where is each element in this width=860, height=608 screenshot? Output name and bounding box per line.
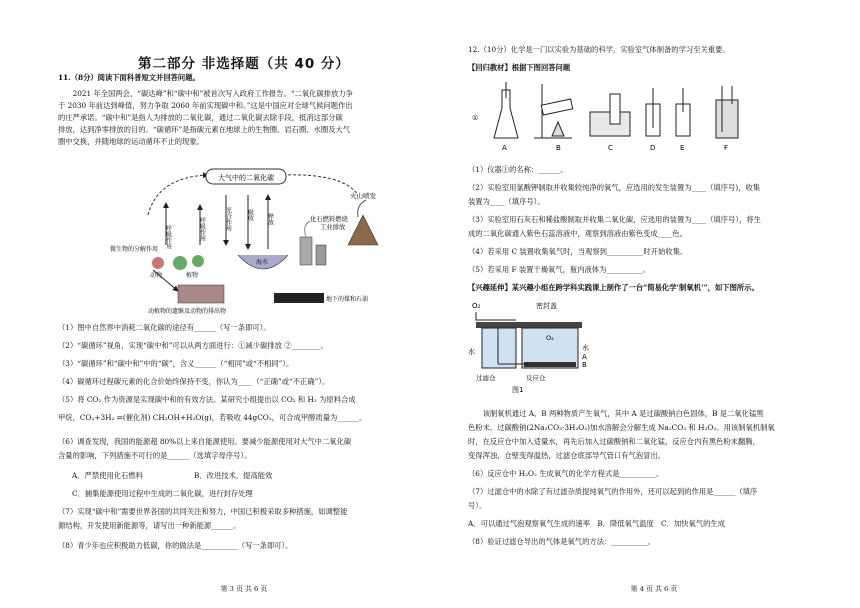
oxygen-machine-figure bbox=[468, 298, 598, 394]
sea-label: 海水 bbox=[256, 259, 269, 266]
animal-label: 动物 bbox=[150, 272, 163, 279]
paragraph-line: 色粉末。过碳酸钠(2Na₂CO₃·3H₂O₂)加水溶解会分解生成 Na₂CO₃ 和 H₂O₂。用该制氧机制氧 bbox=[468, 423, 775, 432]
remains-label: 动植物的遗骸及动物的排出物 bbox=[148, 308, 227, 315]
volcano-label: 火山喷发 bbox=[350, 192, 376, 200]
question-line: （5）将 CO₂ 作为资源是实现碳中和的有效方法。某研究小组提出以 CO₂ 和 H₂ 为原料合成 bbox=[58, 395, 356, 404]
svg-text:密封盖: 密封盖 bbox=[536, 302, 557, 310]
question-line: 装置为____（填序号）。 bbox=[468, 197, 545, 206]
industry-label: 化石燃料燃烧 bbox=[310, 216, 348, 223]
question-line: （6）调查发现，我国的能源超 80%以上来自能源使用。要减少能源使用对大气中二氧化碳 bbox=[58, 437, 352, 446]
svg-text:B: B bbox=[582, 361, 587, 369]
question-line: （3）“碳循环”和“碳中和”中的“碳”，含义______（“相同”或“不相同”）。 bbox=[58, 359, 294, 368]
q11-heading: 11.（8分）阅读下面科普短文并回答问题。 bbox=[58, 73, 200, 82]
svg-text:D: D bbox=[650, 144, 656, 152]
section-heading: 【兴趣延伸】某兴趣小组在跨学科实践课上制作了一台“简易化学‘制氧机’”，如下图所示。 bbox=[468, 283, 759, 292]
passage-line: 2021 年全国两会，“碳达峰”和“碳中和”被首次写入政府工作报告。“二氧化碳排放力争 bbox=[72, 89, 353, 98]
coal-label: 地下的煤和石油 bbox=[326, 296, 369, 303]
coal-icon bbox=[274, 293, 324, 303]
question-line: （7）实现“碳中和”需要世界各国的共同关注和努力，中国已积极采取多种措施，如调整能 bbox=[58, 507, 348, 516]
question-line: 号）。 bbox=[468, 501, 487, 510]
paragraph-line: 时，在反应仓中加入适量水，再先后加入过碳酸钠和二氧化锰，反应仓内有黑色粉末翻腾， bbox=[468, 437, 760, 446]
svg-text:A: A bbox=[502, 144, 507, 152]
question-line: （5）若采用 F 装置干燥氧气，瓶内液体为__________。 bbox=[468, 265, 651, 274]
question-line: （3）实验室用石灰石和稀盐酸制取并收集二氧化碳，应选用的装置为____（填序号），将生 bbox=[468, 215, 761, 224]
arrow-label: 呼吸作用 bbox=[198, 217, 206, 241]
question-line: （7）过滤仓中的水除了有过滤杂质提纯氧气的作用外，还可以起到的作用是______（填序 bbox=[468, 487, 758, 496]
volcano-icon bbox=[348, 215, 378, 245]
left-page bbox=[58, 0, 430, 608]
svg-text:B: B bbox=[556, 144, 561, 152]
svg-text:水: 水 bbox=[582, 344, 589, 352]
passage-line: 于 2030 年前达到峰值，努力争取 2060 年前实现碳中和。”这是中国应对全球气候问题作出 bbox=[58, 101, 353, 110]
question-line: 含量的影响，下列措施不可行的是______（选填字母序号）。 bbox=[58, 451, 252, 460]
svg-text:水: 水 bbox=[468, 348, 475, 356]
apparatus-figure bbox=[472, 78, 772, 154]
question-line: 成的二氧化碳通入紫色石蕊溶液中，观察到溶液由紫色变成____色。 bbox=[468, 229, 687, 238]
section-title: 第二部分 非选择题（共 40 分） bbox=[138, 56, 350, 72]
choice-line: A．可以通过气泡观察氧气生成的速率 B．降低氧气温度 C．加快氧气的生成 bbox=[468, 519, 726, 528]
microbe-label: 微生物的分解作用 bbox=[110, 246, 159, 253]
co2-box-label: 大气中的二氧化碳 bbox=[218, 174, 274, 182]
passage-line: 的庄严承诺。“碳中和”是指人为排放的二氧化碳，通过二氧化碳去除手段，抵消这部分碳 bbox=[58, 113, 343, 122]
svg-text:A: A bbox=[582, 353, 587, 361]
factory-icon bbox=[300, 237, 312, 265]
passage-line: 圈中交换，并随地球的运动循环不止的现象。 bbox=[58, 137, 204, 146]
section-heading: 【回归教材】根据下图回答问题 bbox=[468, 63, 571, 72]
sealed-lid bbox=[476, 322, 582, 328]
question-line: （4）若采用 C 装置收集氧气时，当观察到__________时开始收集。 bbox=[468, 247, 688, 256]
question-line: 源结构，开发使用新能源等，请写出一种新能源______。 bbox=[58, 521, 241, 530]
choice-line: C．捕集能源使用过程中生成的二氧化碳，进行封存处理 bbox=[72, 489, 253, 498]
choice-line: A．严禁使用化石燃料 B．改进技术，提高能效 bbox=[72, 471, 273, 480]
page-footer: 第 3 页 共 6 页 bbox=[220, 585, 268, 593]
arrow-label: 光合作用 bbox=[224, 207, 232, 231]
animal-icon bbox=[152, 257, 164, 269]
arrow-label: 释放 bbox=[266, 213, 274, 225]
svg-text:图1: 图1 bbox=[512, 386, 524, 394]
bottle-f-icon bbox=[716, 100, 738, 138]
svg-text:F: F bbox=[724, 144, 729, 152]
plant-label: 植物 bbox=[186, 272, 199, 279]
question-line: （8）验证过滤仓导出的气体是氧气的方法：__________。 bbox=[468, 537, 656, 546]
arrow-label: 吸收 bbox=[246, 209, 254, 221]
industry-label: 工业排放 bbox=[320, 224, 346, 231]
circled-one: ① bbox=[472, 114, 479, 122]
q12-heading: 12.（10分）化学是一门以实验为基础的科学，实验室气体制备的学习至关重要。 bbox=[468, 45, 730, 54]
question-line: （2）实验室用氯酸钾制取并收集较纯净的氧气，应选用的发生装置为____（填序号)，收集 bbox=[468, 183, 761, 192]
svg-text:过滤仓: 过滤仓 bbox=[476, 374, 496, 382]
page-footer: 第 4 页 共 6 页 bbox=[630, 585, 678, 593]
question-line: （2）“碳循环”视角，实现“碳中和”可以从两方面进行：①减少碳排放 ②________。 bbox=[58, 341, 328, 350]
svg-text:反应仓: 反应仓 bbox=[526, 374, 546, 382]
svg-text:O₂: O₂ bbox=[472, 302, 481, 310]
tube-b-icon bbox=[541, 99, 572, 115]
paragraph-line: 该制氧机通过 A、B 两种物质产生氧气，其中 A 是过碳酸钠白色固体，B 是二氧化锰黑 bbox=[482, 409, 764, 418]
question-line: （1）仪器①的名称：______。 bbox=[468, 165, 568, 174]
right-page bbox=[468, 0, 840, 608]
filter-chamber bbox=[482, 328, 516, 368]
passage-line: 排放，达到净零排放的目的。“碳循环”是指碳元素在地球上的生物圈、岩石圈、水圈及大气 bbox=[58, 125, 351, 134]
arrow-label: 呼吸作用 bbox=[164, 225, 172, 249]
carbon-cycle-diagram bbox=[88, 165, 408, 317]
question-line: （1）图中自然界中消耗二氧化碳的途径有______（写一条即可）。 bbox=[58, 323, 271, 332]
question-line: （6）反应仓中 H₂O₂ 生成氧气的化学方程式是__________。 bbox=[468, 469, 664, 478]
remains-icon bbox=[178, 285, 224, 303]
svg-text:E: E bbox=[680, 144, 685, 152]
question-line: （8）青少年也应积极助力低碳，你的做法是__________（写一条即可）。 bbox=[58, 541, 293, 550]
svg-text:O₂: O₂ bbox=[546, 334, 554, 342]
question-line: （4）碳循环过程碳元素的化合价始终保持不变，你认为____（“正确”或“不正确”）。 bbox=[58, 377, 330, 386]
svg-text:C: C bbox=[608, 144, 613, 152]
paragraph-line: 变得浑浊，仓壁变得温热，过滤仓底部导气管口有气泡冒出。 bbox=[468, 451, 666, 460]
question-line: 甲烷，CO₂+3H₂ ⇌(催化剂) CH₃OH+H₂O(g)，若吸收 44gCO₂，可合成甲醇质量为______。 bbox=[58, 413, 367, 422]
plant-icon bbox=[173, 256, 187, 270]
